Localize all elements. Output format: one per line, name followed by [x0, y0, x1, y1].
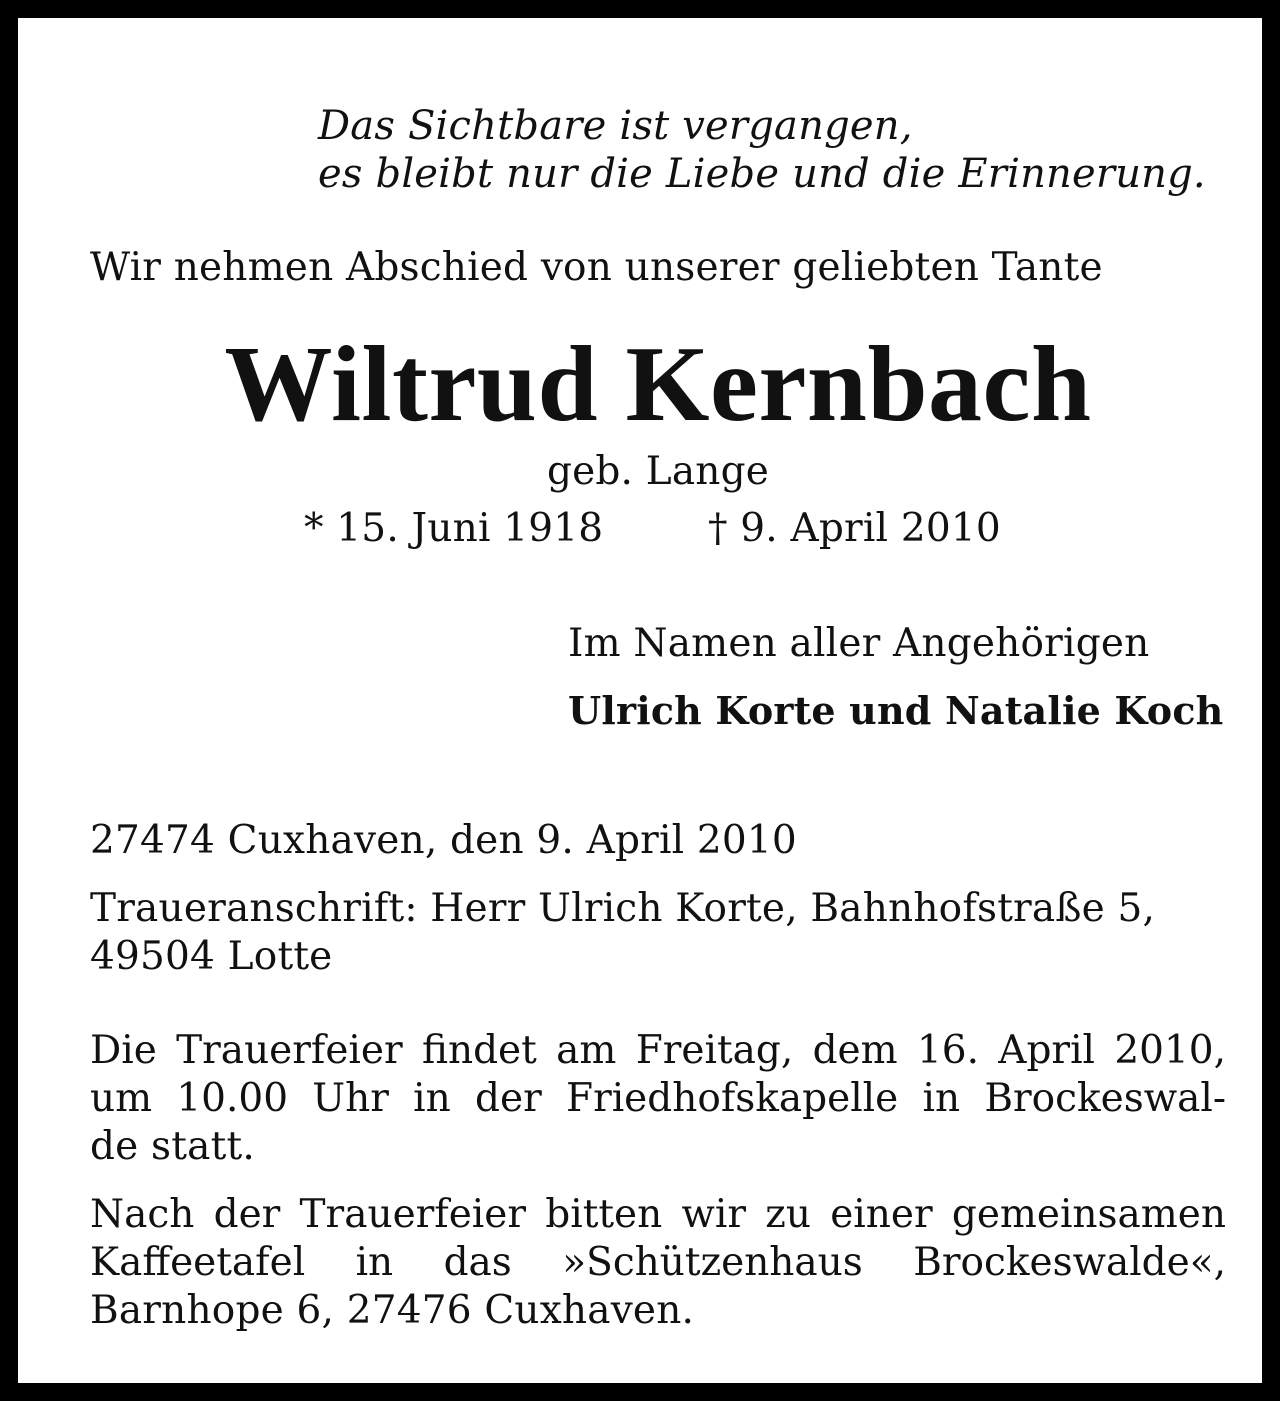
ceremony-line-3: de statt.	[90, 1124, 255, 1169]
motto-line-2: es bleibt nur die Liebe und die Erinnerung.	[318, 151, 1206, 197]
reception-line-1: Nach der Trauerfeier bitten wir zu einer gemeinsamen	[90, 1192, 1226, 1237]
intro-text: Wir nehmen Abschied von unserer geliebten Tante	[90, 245, 1103, 290]
reception-line-3: Barnhope 6, 27476 Cuxhaven.	[90, 1288, 695, 1333]
birth-date: * 15. Juni 1918	[304, 506, 604, 551]
motto-line-1: Das Sichtbare ist vergangen,	[318, 103, 913, 149]
deceased-name: Wiltrud Kernbach	[224, 325, 1092, 444]
signature-names: Ulrich Korte und Natalie Koch	[568, 688, 1224, 733]
signature-intro: Im Namen aller Angehörigen	[568, 621, 1150, 666]
address-line-2: 49504 Lotte	[90, 934, 333, 979]
ceremony-line-1: Die Trauerfeier findet am Freitag, dem 16. April 2010,	[90, 1028, 1226, 1073]
birth-name: geb. Lange	[546, 449, 770, 494]
address-line-1: Traueranschrift: Herr Ulrich Korte, Bahnhofstraße 5,	[90, 886, 1156, 931]
ceremony-line-2: um 10.00 Uhr in der Friedhofskapelle in Brockeswal-	[90, 1076, 1226, 1121]
death-date: † 9. April 2010	[708, 506, 1001, 551]
place-date: 27474 Cuxhaven, den 9. April 2010	[90, 818, 797, 863]
reception-line-2: Kaffeetafel in das »Schützenhaus Brockeswalde«,	[90, 1240, 1226, 1285]
